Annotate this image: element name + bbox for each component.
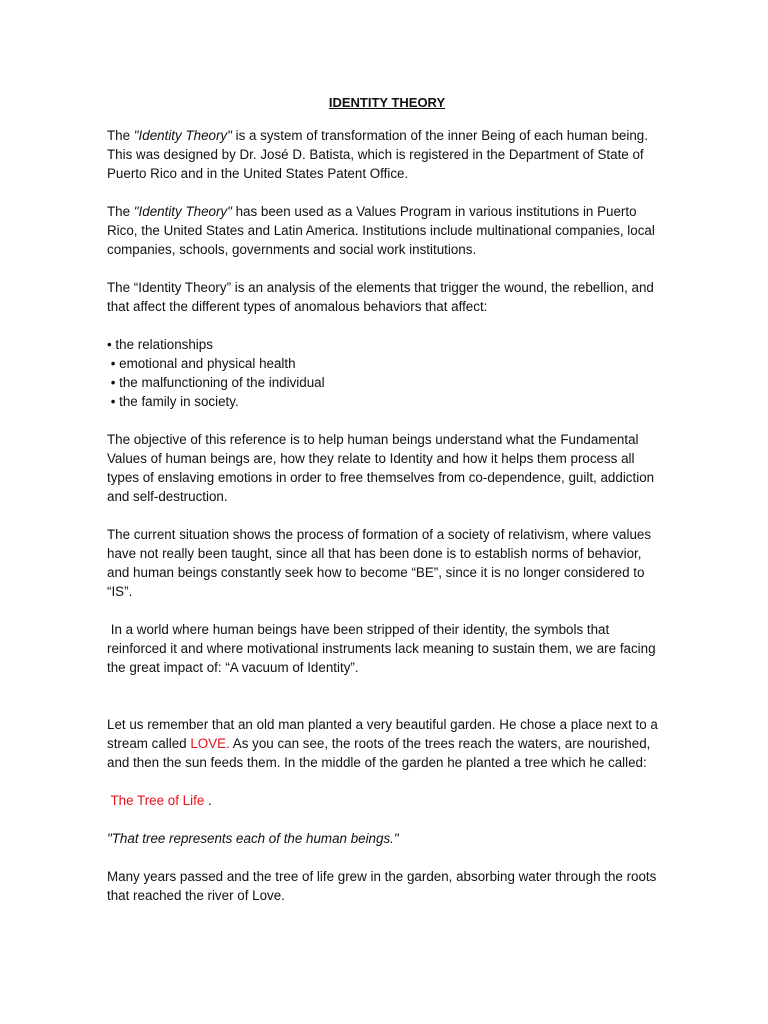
bullet-item: • the malfunctioning of the individual [107, 375, 325, 390]
paragraph-situation: The current situation shows the process of formation of a society of relativism, where values have not really been taught, since all that has been done is to establish norms of behavior, and human beings constantly seek how to become “BE”, since it is no longer considered to “IS”. [107, 527, 652, 599]
tree-of-life-highlight: The Tree of Life [107, 793, 208, 808]
paragraph-intro [107, 126, 667, 183]
paragraph-analysis: The “Identity Theory” is an analysis of the elements that trigger the wound, the rebellion, and that affect the different types of anomalous behaviors that affect: [107, 280, 654, 314]
paragraph-usage-term: "Identity Theory" [133, 204, 232, 219]
document-page [107, 93, 667, 924]
paragraph-world: In a world where human beings have been stripped of their identity, the symbols that reinforced it and where motivational instruments lack meaning to sustain them, we are facing the great impact of: “A vacuum of Identity”. [107, 622, 660, 675]
bullet-item: • the relationships [107, 337, 213, 352]
bullet-item: • the family in society. [107, 394, 239, 409]
paragraph-intro-text: is a system of transformation of the inner Being of each human being. This was designed by Dr. José D. Batista, which is registered in the Department of State of Puerto Rico and in the United States Patent Office. [107, 128, 648, 181]
paragraph-intro-term: "Identity Theory" [133, 128, 232, 143]
bullet-list [107, 335, 667, 411]
paragraph-usage-pre: The [107, 204, 134, 219]
paragraph-objective: The objective of this reference is to help human beings understand what the Fundamental Values of human beings are, how they relate to Identity and how it helps them process all types of enslaving emotions in order to free themselves from co-dependence, guilt, addiction and self-destruction. [107, 432, 655, 504]
paragraph-garden-text: As you can see, the roots of the trees reach the waters, are nourished, and then the sun feeds them. In the middle of the garden he planted a tree which he called: [107, 736, 651, 770]
paragraph-usage [107, 202, 667, 259]
paragraph-intro-pre: The [107, 128, 134, 143]
paragraph-years: Many years passed and the tree of life grew in the garden, absorbing water through the roots that reached the river of Love. [107, 869, 657, 903]
paragraph-quote: "That tree represents each of the human beings." [107, 831, 399, 846]
spacer [107, 696, 667, 715]
document-title: IDENTITY THEORY [328, 95, 446, 110]
paragraph-garden-pre: Let us remember that an old man planted a very beautiful garden. He chose a place next to a stream called [107, 717, 658, 751]
paragraph-tree-of-life [107, 791, 667, 810]
paragraph-garden [107, 715, 667, 772]
tree-of-life-period: . [208, 793, 212, 808]
love-highlight: LOVE. [190, 736, 230, 751]
bullet-item: • emotional and physical health [107, 356, 296, 371]
paragraph-usage-text: has been used as a Values Program in various institutions in Puerto Rico, the United States and Latin America. Institutions include multinational companies, local companies, schools, governments and social work institutions. [107, 204, 655, 257]
